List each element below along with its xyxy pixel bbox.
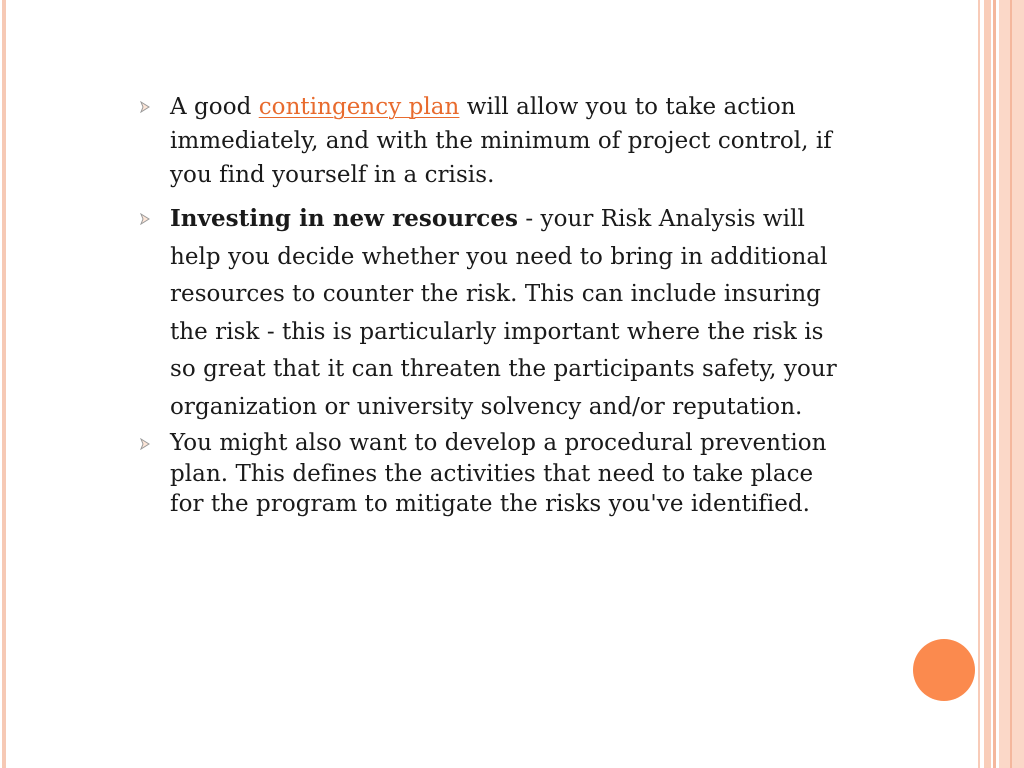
right-border-stripe bbox=[993, 0, 996, 768]
right-border-stripe bbox=[1010, 0, 1012, 768]
bullet-text: - your Risk Analysis will help you decide whether you need to bring in additional resources to counter the risk. This can include insuring the risk - this is particularly important where the risk is so great that it can threaten the participants safety, your organization or university solvency and/or reputation. bbox=[170, 206, 837, 420]
bullet-text: You might also want to develop a procedural prevention plan. This defines the activities that need to take place for the program to mitigate the risks you've identified. bbox=[170, 430, 827, 517]
bullet-text: A good bbox=[170, 94, 259, 120]
arrow-right-icon bbox=[139, 101, 151, 113]
contingency-plan-link[interactable]: contingency plan bbox=[258, 94, 460, 120]
bullet-text: will allow you to take action immediately, and with the minimum of project control, if you find yourself in a crisis. bbox=[170, 94, 832, 188]
accent-dot bbox=[913, 639, 975, 701]
bullet-list bbox=[137, 90, 837, 520]
arrow-right-icon bbox=[139, 438, 151, 450]
bullet-item bbox=[137, 90, 837, 192]
arrow-right-icon bbox=[139, 213, 151, 225]
left-border-rule bbox=[2, 0, 6, 768]
bullet-item bbox=[137, 428, 837, 520]
bullet-item bbox=[137, 200, 837, 426]
bullet-heading: Investing in new resources bbox=[170, 205, 518, 232]
right-border-stripe bbox=[984, 0, 991, 768]
right-border-stripe bbox=[978, 0, 980, 768]
